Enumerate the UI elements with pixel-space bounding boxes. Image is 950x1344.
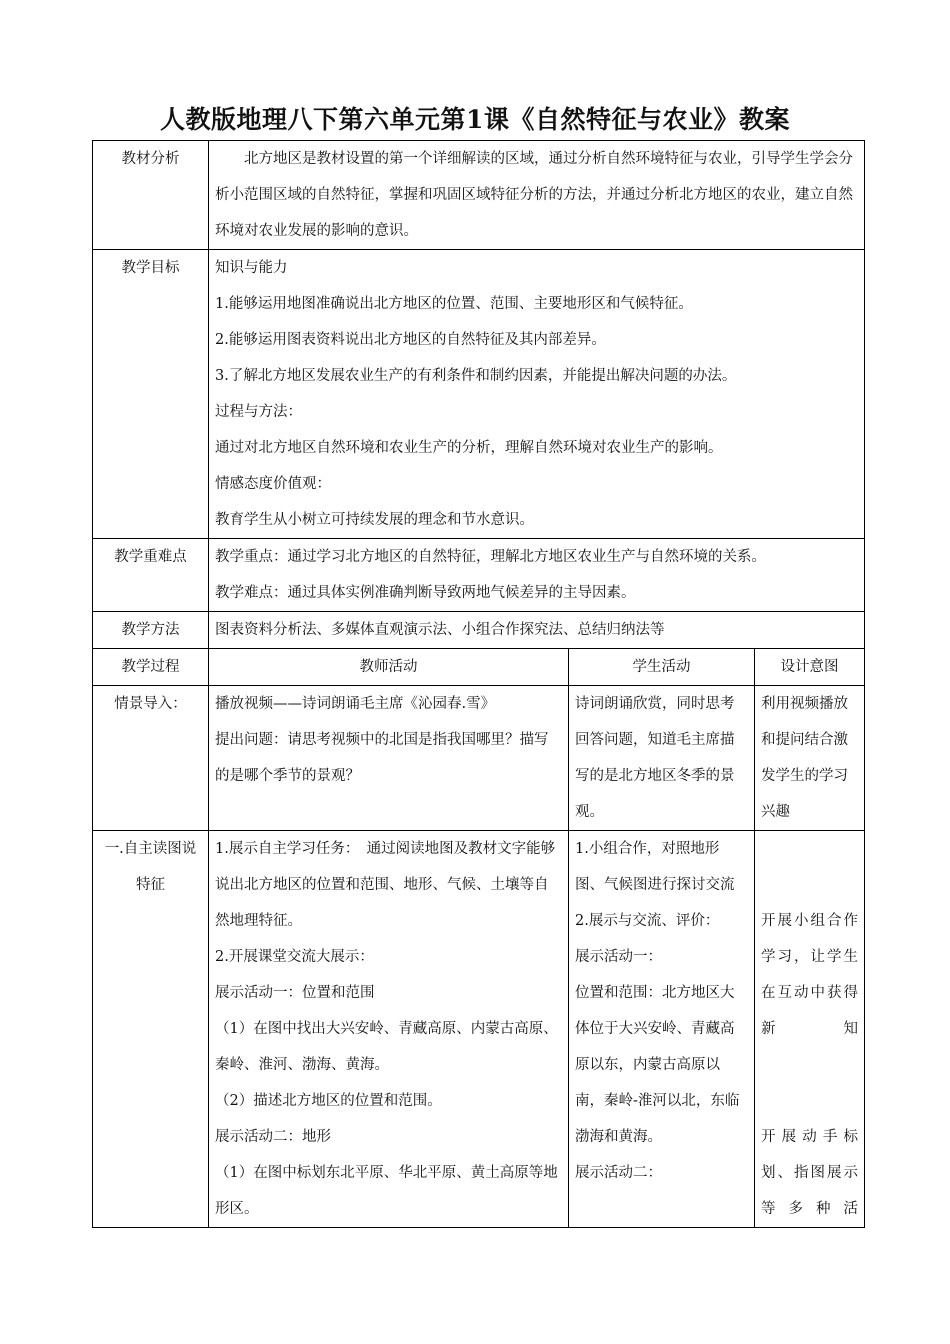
- material-analysis-row: [93, 141, 865, 250]
- student-activity-line: 位置和范围：北方地区大体位于大兴安岭、青藏高原以东，内蒙古高原以南，秦岭-淮河以北，东临渤海和黄海。: [575, 985, 740, 1145]
- objective-line: 情感态度价值观：: [215, 476, 331, 492]
- teacher-activity-line: 展示活动二：地形: [215, 1129, 331, 1145]
- intent-header: 设计意图: [755, 649, 865, 686]
- teacher-header: 教师活动: [209, 649, 569, 686]
- teacher-activity-line: 展示活动一：位置和范围: [215, 985, 375, 1001]
- teacher-activity-line: 播放视频——诗词朗诵毛主席《沁园春.雪》: [215, 696, 496, 712]
- design-intent-cell: [755, 686, 865, 831]
- lesson-plan-table: [92, 140, 865, 1228]
- process-row-self-study: [93, 831, 865, 1228]
- key-point-line: 教学重点：通过学习北方地区的自然特征，理解北方地区农业生产与自然环境的关系。: [215, 549, 766, 565]
- objectives-cell: [209, 250, 865, 539]
- objectives-row: [93, 250, 865, 539]
- process-header: 教学过程: [93, 649, 209, 686]
- key-points-cell: [209, 539, 865, 612]
- design-intent-text: 利用视频播放和提问结合激发学生的学习兴趣: [761, 696, 848, 820]
- process-header-row: [93, 649, 865, 686]
- teacher-activity-cell: [209, 686, 569, 831]
- stage-cell: 一.自主读图说特征: [93, 831, 209, 1228]
- student-activity-line: 2.展示与交流、评价：: [575, 913, 720, 929]
- intent-spacer: [761, 1083, 858, 1119]
- teacher-activity-cell: [209, 831, 569, 1228]
- design-intent-cell: [755, 831, 865, 1228]
- design-intent-line: 开展动手标划、指图展示等多种活: [761, 1129, 859, 1217]
- objective-line: 1.能够运用地图准确说出北方地区的位置、范围、主要地形区和气候特征。: [215, 296, 693, 312]
- methods-text: 图表资料分析法、多媒体直观演示法、小组合作探究法、总结归纳法等: [215, 622, 665, 638]
- methods-cell: [209, 612, 865, 649]
- objective-line: 教育学生从小树立可持续发展的理念和节水意识。: [215, 512, 534, 528]
- student-activity-line: 展示活动二：: [575, 1165, 662, 1181]
- student-activity-text: 诗词朗诵欣赏，同时思考回答问题，知道毛主席描写的是北方地区冬季的景观。: [575, 696, 735, 820]
- objectives-label: 教学目标: [93, 250, 209, 539]
- methods-row: [93, 612, 865, 649]
- design-intent-line: 开展小组合作学习，让学生在互动中获得新知: [761, 913, 859, 1037]
- objective-line: 过程与方法：: [215, 404, 302, 420]
- student-activity-line: 展示活动一：: [575, 949, 662, 965]
- document-title: 人教版地理八下第六单元第1课《自然特征与农业》教案: [160, 105, 790, 134]
- teacher-activity-line: 提出问题：请思考视频中的北国是指我国哪里？描写的是哪个季节的景观？: [215, 732, 549, 784]
- teacher-activity-line: （1）在图中标划东北平原、华北平原、黄土高原等地形区。: [215, 1165, 558, 1217]
- key-point-line: 教学难点：通过具体实例准确判断导致两地气候差异的主导因素。: [215, 585, 636, 601]
- objective-line: 3.了解北方地区发展农业生产的有利条件和制约因素，并能提出解决问题的办法。: [215, 368, 737, 384]
- stage-cell: 情景导入：: [93, 686, 209, 831]
- teacher-activity-line: （1）在图中找出大兴安岭、青藏高原、内蒙古高原、秦岭、淮河、渤海、黄海。: [215, 1021, 558, 1073]
- objective-line: 2.能够运用图表资料说出北方地区的自然特征及其内部差异。: [215, 332, 606, 348]
- teacher-activity-line: 1.展示自主学习任务： 通过阅读地图及教材文字能够说出北方地区的位置和范围、地形、气候、土壤等自然地理特征。: [215, 841, 556, 929]
- teacher-activity-line: 2.开展课堂交流大展示：: [215, 949, 374, 965]
- key-points-row: [93, 539, 865, 612]
- material-analysis-cell: [209, 141, 865, 250]
- key-points-label: 教学重难点: [93, 539, 209, 612]
- student-activity-line: 1.小组合作，对照地形图、气候图进行探讨交流: [575, 841, 735, 893]
- intent-spacer: [761, 867, 858, 903]
- process-row-intro: [93, 686, 865, 831]
- student-header: 学生活动: [569, 649, 755, 686]
- material-analysis-label: 教材分析: [93, 141, 209, 250]
- teacher-activity-line: （2）描述北方地区的位置和范围。: [215, 1093, 442, 1109]
- methods-label: 教学方法: [93, 612, 209, 649]
- student-activity-cell: [569, 686, 755, 831]
- intent-spacer: [761, 831, 858, 867]
- objective-line: 知识与能力: [215, 260, 288, 276]
- material-analysis-text: 北方地区是教材设置的第一个详细解读的区域，通过分析自然环境特征与农业，引导学生学会分析小范围区域的自然特征，掌握和巩固区域特征分析的方法，并通过分析北方地区的农业，建立自然环境对农业发展的影响的意识。: [215, 151, 853, 239]
- objective-line: 通过对北方地区自然环境和农业生产的分析，理解自然环境对农业生产的影响。: [215, 440, 723, 456]
- intent-spacer: [761, 1047, 858, 1083]
- student-activity-cell: [569, 831, 755, 1228]
